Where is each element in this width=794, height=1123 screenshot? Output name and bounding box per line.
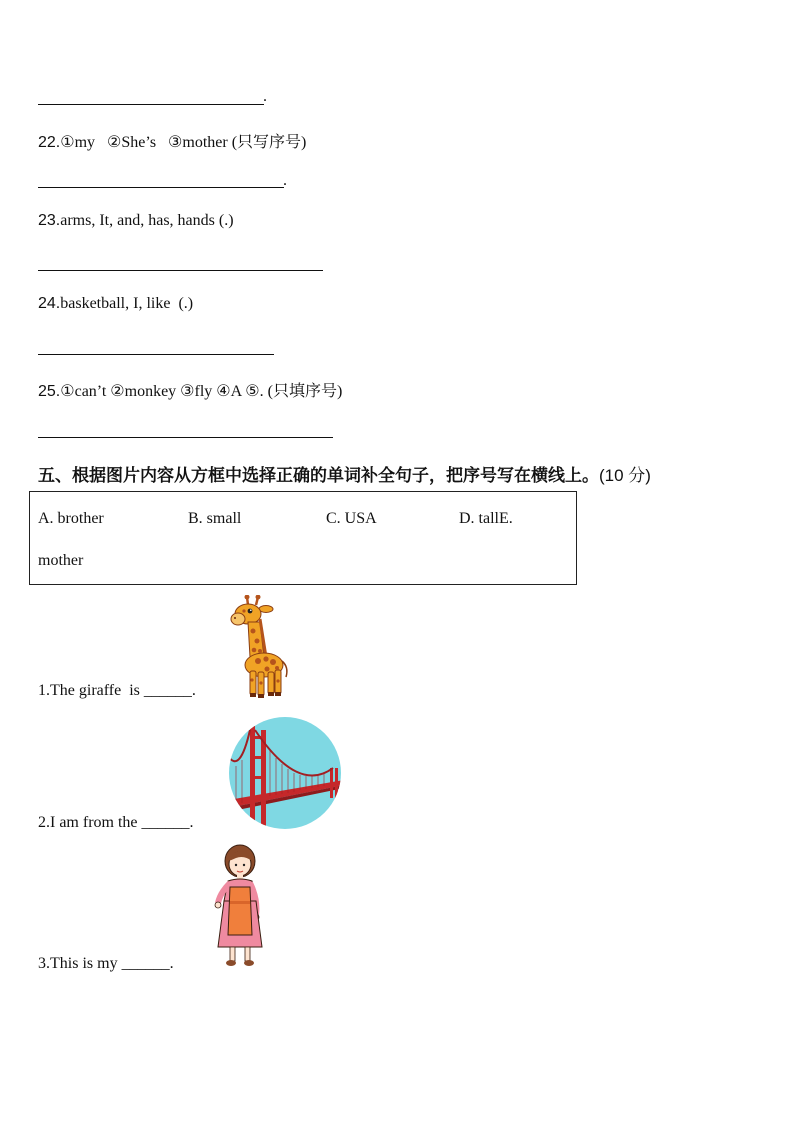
item-3-blank[interactable]: ______ bbox=[121, 955, 170, 972]
question-23 bbox=[38, 212, 234, 230]
item-2-blank[interactable]: ______ bbox=[141, 814, 190, 831]
question-25 bbox=[38, 378, 342, 401]
item-2-text: 2.I am from the bbox=[38, 814, 138, 831]
answer-line-21-period: . bbox=[263, 88, 267, 105]
question-25-text: ①can’t ②monkey ③fly ④A ⑤. (只填序号) bbox=[60, 383, 343, 400]
item-2-period: . bbox=[189, 814, 194, 831]
question-23-text: arms, It, and, has, hands (.) bbox=[60, 212, 234, 229]
question-22-text: ①my ②She’s ③mother (只写序号) bbox=[60, 134, 307, 151]
section-5-title-text: 五、根据图片内容从方框中选择正确的单词补全句子，把序号写在横线上。 bbox=[38, 466, 599, 486]
item-1-period: . bbox=[191, 682, 196, 699]
answer-line-22[interactable] bbox=[38, 187, 284, 188]
item-1 bbox=[38, 682, 196, 700]
answer-line-24[interactable] bbox=[38, 354, 274, 355]
word-bank-box bbox=[29, 491, 577, 585]
question-24-number: 24. bbox=[38, 295, 61, 312]
section-5-title bbox=[38, 461, 651, 486]
word-option-a: A. brother bbox=[38, 510, 104, 527]
question-22 bbox=[38, 129, 306, 152]
section-5-score: (10 分) bbox=[599, 466, 651, 485]
item-2 bbox=[38, 814, 194, 832]
question-23-number: 23. bbox=[38, 212, 61, 229]
item-3-text: 3.This is my bbox=[38, 955, 118, 972]
answer-line-23[interactable] bbox=[38, 270, 323, 271]
mother-image bbox=[210, 843, 266, 969]
item-1-blank[interactable]: ______ bbox=[143, 682, 192, 699]
item-3 bbox=[38, 955, 174, 973]
answer-line-22-period: . bbox=[283, 172, 287, 189]
question-22-number: 22. bbox=[38, 134, 61, 151]
answer-line-21[interactable] bbox=[38, 104, 264, 105]
question-25-number: 25. bbox=[38, 383, 61, 400]
word-option-b: B. small bbox=[188, 510, 242, 527]
answer-line-25[interactable] bbox=[38, 437, 333, 438]
word-option-d: D. tallE. bbox=[459, 510, 513, 527]
giraffe-image bbox=[226, 595, 290, 701]
word-option-e: mother bbox=[38, 552, 84, 569]
golden-gate-bridge-image bbox=[228, 716, 344, 832]
question-24 bbox=[38, 295, 193, 313]
word-option-c: C. USA bbox=[326, 510, 377, 527]
item-1-text: 1.The giraffe is bbox=[38, 682, 140, 699]
question-24-text: basketball, I, like (.) bbox=[60, 295, 194, 312]
item-3-period: . bbox=[169, 955, 174, 972]
